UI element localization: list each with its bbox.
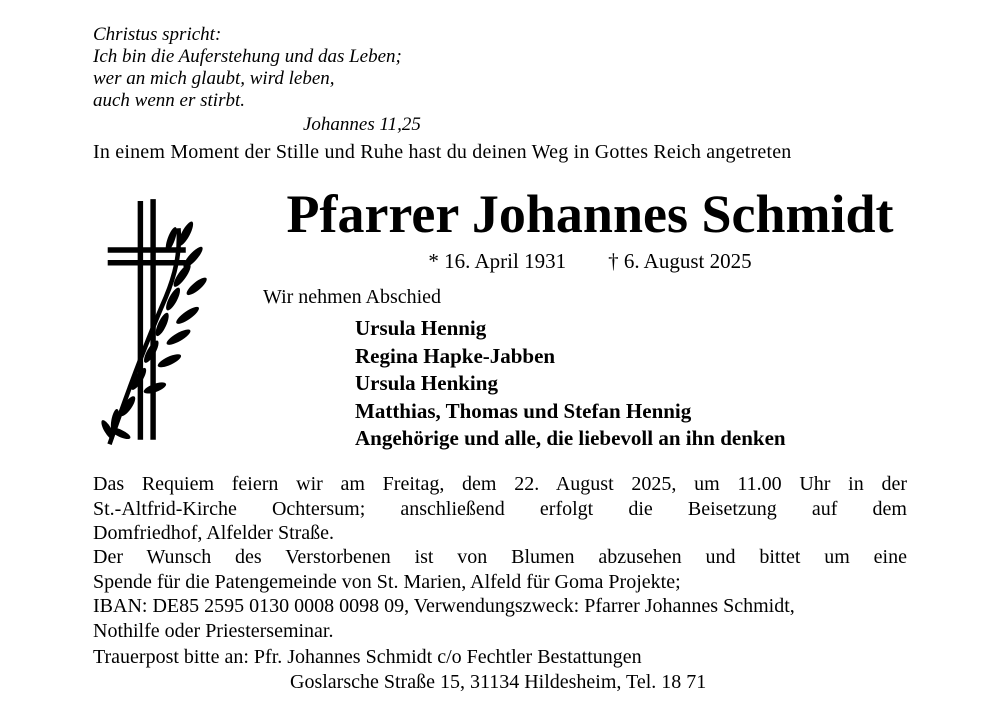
- death-date: † 6. August 2025: [608, 249, 752, 273]
- donation-line: Nothilfe oder Priesterseminar.: [93, 619, 334, 642]
- contact-line: Trauerpost bitte an: Pfr. Johannes Schmidt c/o Fechtler Bestattungen: [93, 646, 642, 668]
- mourner: Ursula Henking: [355, 371, 498, 395]
- donation-paragraph: [93, 545, 907, 643]
- donation-line: Der Wunsch des Verstorbenen ist von Blumen abzusehen und bittet um eine: [93, 546, 907, 568]
- condolence-address: [93, 645, 907, 694]
- mourners-list: [355, 315, 786, 453]
- life-dates: [230, 249, 950, 274]
- mourner: Ursula Hennig: [355, 316, 487, 340]
- mourner: Angehörige und alle, die liebevoll an ihn denken: [355, 426, 786, 450]
- quote-line: wer an mich glaubt, wird leben,: [93, 68, 335, 89]
- donation-line: Spende für die Patengemeinde von St. Marien, Alfeld für Goma Projekte;: [93, 570, 681, 593]
- donation-line: IBAN: DE85 2595 0130 0008 0098 09, Verwendungszweck: Pfarrer Johannes Schmidt,: [93, 595, 795, 617]
- requiem-line: Das Requiem feiern wir am Freitag, dem 22. August 2025, um 11.00 Uhr in der: [93, 473, 907, 495]
- deceased-name: Pfarrer Johannes Schmidt: [286, 184, 894, 244]
- contact-line: Goslarsche Straße 15, 31134 Hildesheim, Tel. 18 71: [290, 670, 707, 693]
- farewell-intro: Wir nehmen Abschied: [263, 286, 442, 308]
- tribute-line: In einem Moment der Stille und Ruhe hast du deinen Weg in Gottes Reich angetreten: [93, 141, 792, 163]
- mourner: Regina Hapke-Jabben: [355, 343, 556, 368]
- bible-quote: [93, 24, 593, 136]
- requiem-paragraph: [93, 472, 907, 546]
- requiem-line: St.-Altfrid-Kirche Ochtersum; anschließend erfolgt die Beisetzung auf dem: [93, 497, 907, 520]
- quote-line: auch wenn er stirbt.: [93, 90, 245, 111]
- quote-source: Johannes 11,25: [303, 114, 421, 135]
- birth-date: * 16. April 1931: [428, 249, 567, 273]
- quote-line: Ich bin die Auferstehung und das Leben;: [93, 46, 402, 67]
- quote-intro: Christus spricht:: [93, 24, 222, 45]
- requiem-line: Domfriedhof, Alfelder Straße.: [93, 522, 335, 544]
- cross-and-palm-branch-icon: [95, 186, 213, 452]
- mourner: Matthias, Thomas und Stefan Hennig: [355, 398, 692, 423]
